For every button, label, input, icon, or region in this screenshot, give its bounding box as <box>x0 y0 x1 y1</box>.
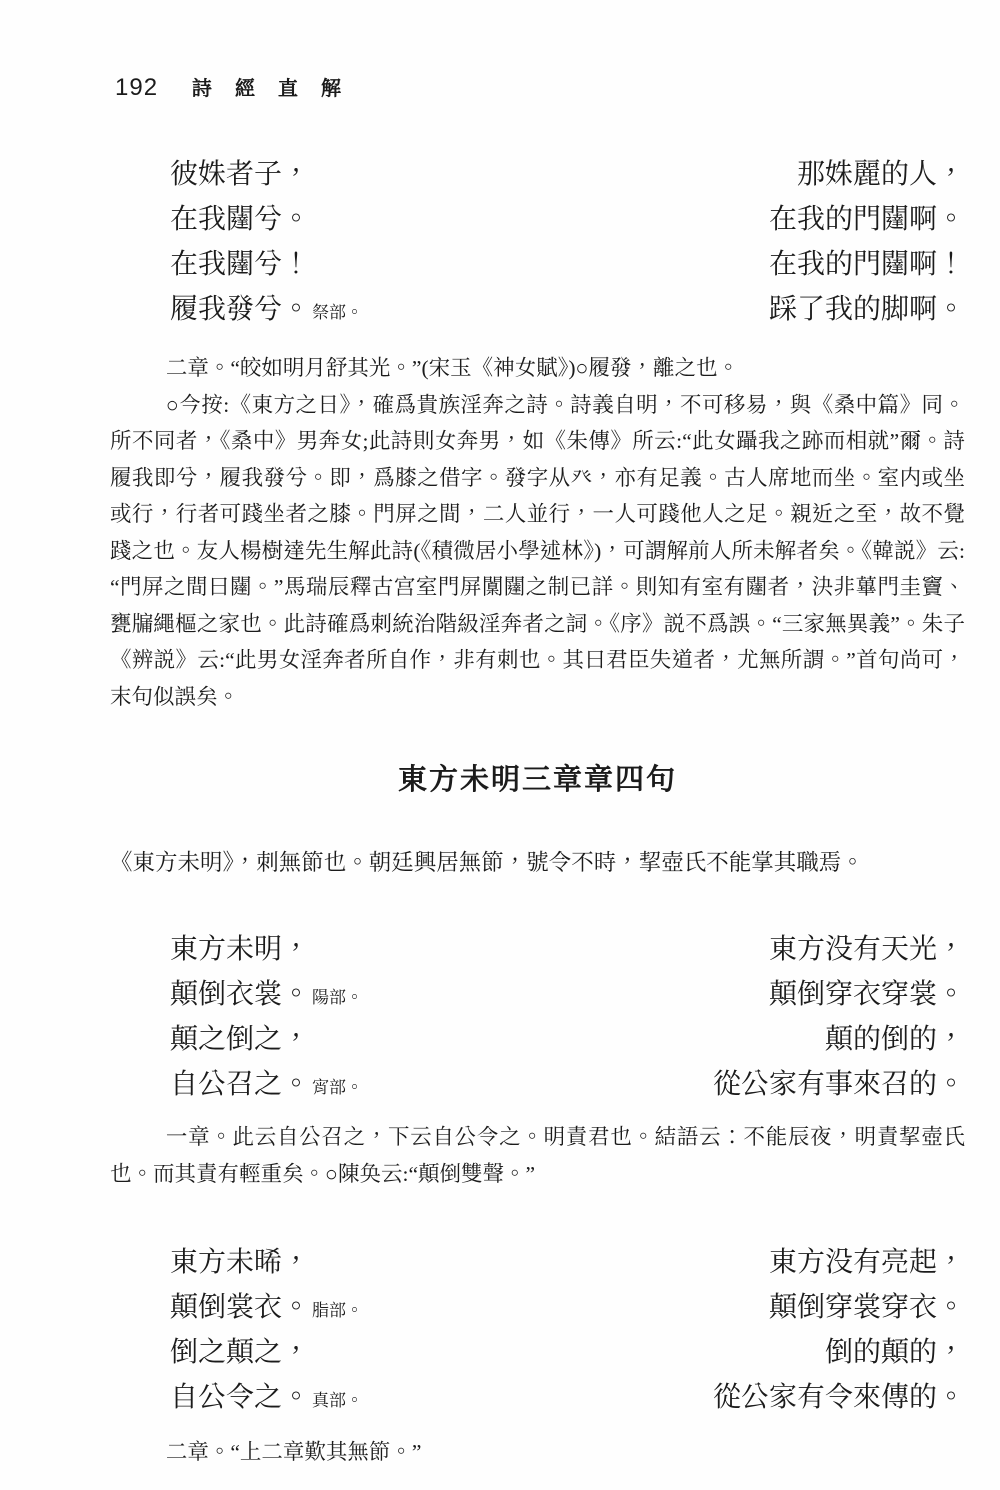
page-number: 192 <box>115 74 159 101</box>
verse-original: 在我闥兮！ <box>170 249 311 280</box>
verse-text: 自公召之。 <box>170 1069 311 1100</box>
book-title: 詩 經 直 解 <box>192 78 351 100</box>
commentary-chapter-note: 二章。“皎如明月舒其光。”(宋玉《神女賦》)○履發，離之也。 <box>165 356 740 380</box>
rhyme-group-note: 脂部。 <box>312 1301 364 1320</box>
verse-line <box>170 972 965 1017</box>
verse-translation: 東方没有亮起， <box>768 1247 965 1278</box>
verse-original <box>170 287 363 335</box>
verse-translation: 顛的倒的， <box>824 1024 965 1055</box>
section-title: 東方未明三章章四句 <box>397 764 677 796</box>
rhyme-group-note: 祭部。 <box>312 303 364 322</box>
verse-line <box>170 927 965 972</box>
verse-text: 履我發兮。 <box>170 294 311 325</box>
poem-dongfangzhiri-stanza <box>170 152 965 332</box>
verse-translation: 在我的門闥啊！ <box>768 249 965 280</box>
verse-line <box>170 1240 965 1285</box>
verse-original <box>170 1285 363 1333</box>
verse-line <box>170 197 965 242</box>
verse-original <box>170 1062 363 1110</box>
verse-original: 東方未晞， <box>170 1247 311 1278</box>
verse-original <box>170 1375 363 1423</box>
verse-line <box>170 1330 965 1375</box>
verse-text: 顛倒衣裳。 <box>170 979 311 1010</box>
verse-original: 東方未明， <box>170 934 311 965</box>
poem-preface: 《東方未明》，刺無節也。朝廷興居無節，號令不時，挈壺氏不能掌其職焉。 <box>110 850 864 875</box>
verse-original <box>170 972 363 1020</box>
verse-translation: 從公家有令來傳的。 <box>712 1382 965 1413</box>
verse-translation: 倒的顛的， <box>824 1337 965 1368</box>
verse-original: 顛之倒之， <box>170 1024 311 1055</box>
running-head <box>115 72 965 102</box>
verse-line <box>170 1017 965 1062</box>
verse-text: 顛倒裳衣。 <box>170 1292 311 1323</box>
verse-translation: 顛倒穿裳穿衣。 <box>768 1292 965 1323</box>
verse-text: 自公令之。 <box>170 1382 311 1413</box>
commentary-chapter-note: 一章。此云自公召之，下云自公令之。明責君也。結語云：不能辰夜，明責挈壺氏也。而其責有輕重矣。○陳奂云:“顛倒雙聲。” <box>110 1125 965 1186</box>
verse-translation: 在我的門闥啊。 <box>768 204 965 235</box>
commentary-paragraph: ○今按:《東方之日》，確爲貴族淫奔之詩。詩義自明，不可移易，與《桑中篇》同。所不同者，《桑中》男奔女;此詩則女奔男，如《朱傳》所云:“此女躡我之跡而相就”爾。詩履我即兮，履我發兮。即，爲膝之借字。發字从癶，亦有足義。古人席地而坐。室内或坐或行，行者可踐坐者之膝。門屏之間，二人並行，一人可踐他人之足。親近之至，故不覺踐之也。友人楊樹達先生解此詩(《積微居小學述林》)，可謂解前人所未解者矣。《韓説》云:“門屏之間曰闥。”馬瑞辰釋古宫室門屏闑闥之制已詳。則知有室有闥者，決非蓽門圭竇、甕牖繩樞之家也。此詩確爲刺統治階級淫奔者之詞。《序》説不爲誤。“三家無異義”。朱子《辨説》云:“此男女淫奔者所自作，非有刺也。其曰君臣失道者，尤無所謂。”首句尚可，末句似誤矣。 <box>110 392 965 709</box>
verse-translation: 那姝麗的人， <box>796 159 965 190</box>
verse-line <box>170 242 965 287</box>
verse-original: 彼姝者子， <box>170 159 311 190</box>
verse-translation: 從公家有事來召的。 <box>712 1069 965 1100</box>
verse-line <box>170 287 965 332</box>
poem-dongfangweiming-stanza1 <box>170 927 965 1107</box>
verse-original: 倒之顛之， <box>170 1337 311 1368</box>
poem-dongfangweiming-stanza2 <box>170 1240 965 1420</box>
verse-line <box>170 1375 965 1420</box>
verse-original: 在我闥兮。 <box>170 204 311 235</box>
rhyme-group-note: 陽部。 <box>312 988 364 1007</box>
rhyme-group-note: 宵部。 <box>312 1078 364 1097</box>
verse-line <box>170 152 965 197</box>
commentary-chapter-note: 二章。“上二章歎其無節。” <box>165 1440 422 1464</box>
verse-translation: 東方没有天光， <box>768 934 965 965</box>
verse-translation: 踩了我的脚啊。 <box>768 294 965 325</box>
verse-translation: 顛倒穿衣穿裳。 <box>768 979 965 1010</box>
verse-line <box>170 1062 965 1107</box>
verse-line <box>170 1285 965 1330</box>
rhyme-group-note: 真部。 <box>312 1391 364 1410</box>
